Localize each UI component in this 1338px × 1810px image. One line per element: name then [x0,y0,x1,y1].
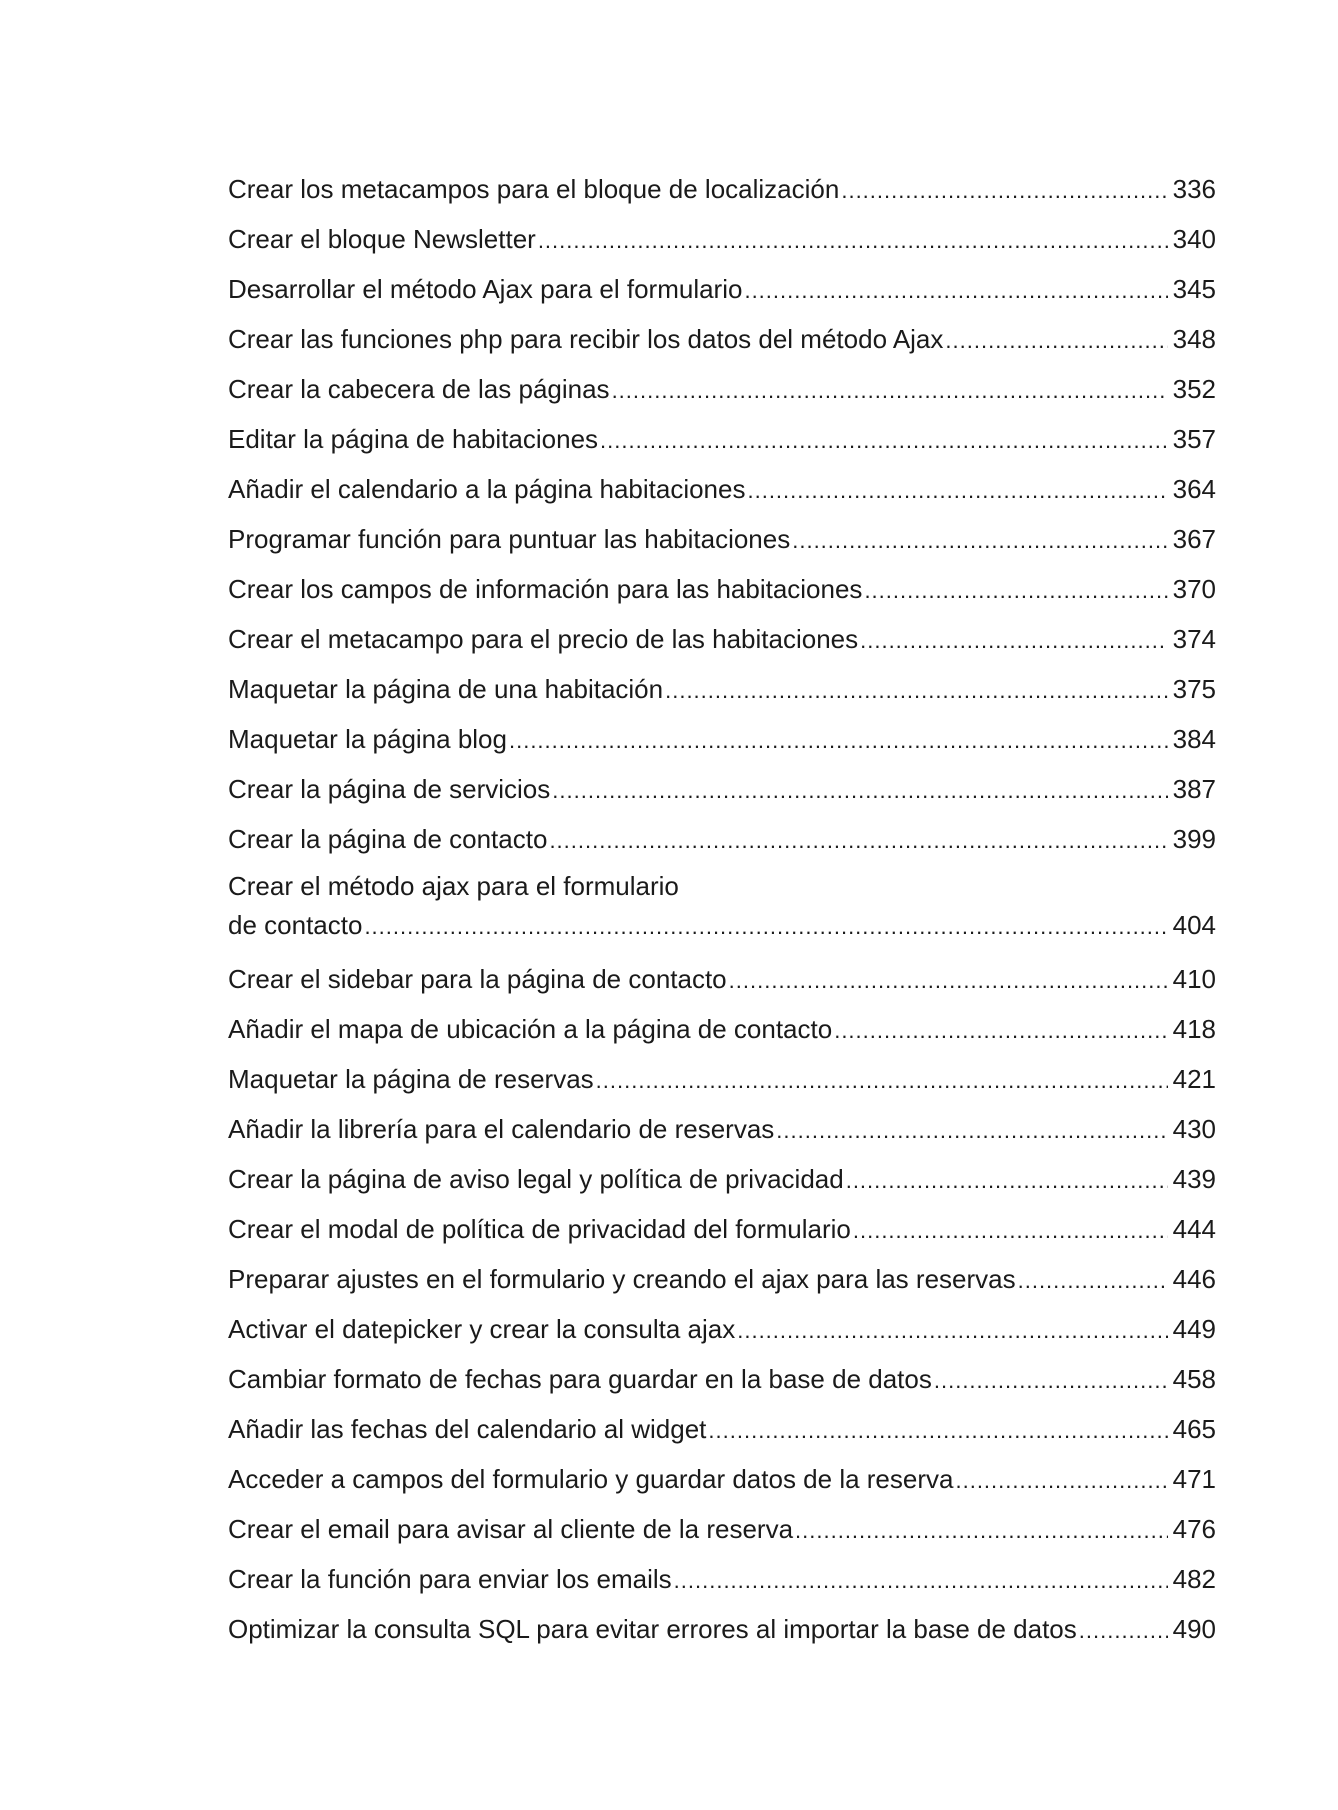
toc-entry-title: Crear el bloque Newsletter [228,224,536,254]
toc-entry-page: 399 [1172,824,1216,854]
dot-leader [834,1006,1168,1056]
dot-leader [934,1356,1168,1406]
toc-entry-page: 465 [1172,1414,1216,1444]
toc-entry[interactable] [228,614,1216,664]
toc-entry[interactable] [228,868,1216,954]
toc-entry[interactable] [228,364,1216,414]
toc-entry-title: Desarrollar el método Ajax para el formulario [228,274,743,304]
dot-leader [729,956,1168,1006]
dot-leader [1018,1256,1168,1306]
dot-leader [665,666,1168,716]
toc-entry[interactable] [228,564,1216,614]
dot-leader [846,1156,1168,1206]
toc-entry-page: 387 [1172,774,1216,804]
toc-entry-title: Cambiar formato de fechas para guardar en la base de datos [228,1364,932,1394]
dot-leader [792,516,1168,566]
toc-entry[interactable] [228,1104,1216,1154]
toc-entry-title: Editar la página de habitaciones [228,424,599,454]
toc-entry-title: Añadir el mapa de ubicación a la página de contacto [228,1014,833,1044]
toc-entry[interactable] [228,1354,1216,1404]
toc-entry[interactable] [228,1054,1216,1104]
dot-leader [549,816,1168,866]
dot-leader [708,1406,1168,1456]
toc-entry-page: 439 [1172,1164,1216,1194]
toc-entry[interactable] [228,1404,1216,1454]
toc-entry[interactable] [228,1504,1216,1554]
toc-entry-page: 404 [1172,910,1216,940]
dot-leader [538,216,1168,266]
toc-entry-page: 370 [1172,574,1216,604]
toc-entry-page: 458 [1172,1364,1216,1394]
dot-leader [841,166,1168,216]
dot-leader [600,416,1168,466]
toc-entry[interactable] [228,714,1216,764]
toc-entry-page: 446 [1172,1264,1216,1294]
table-of-contents [228,164,1216,1654]
dot-leader [864,566,1168,616]
toc-entry-title: Crear la página de contacto [228,824,548,854]
toc-entry-page: 476 [1172,1514,1216,1544]
toc-entry[interactable] [228,214,1216,264]
toc-entry-title: Añadir el calendario a la página habitaciones [228,474,746,504]
toc-entry-title: Añadir la librería para el calendario de reservas [228,1114,775,1144]
toc-entry-title: Maquetar la página de reservas [228,1064,594,1094]
toc-entry-page: 444 [1172,1214,1216,1244]
toc-entry[interactable] [228,464,1216,514]
toc-entry-page: 340 [1172,224,1216,254]
toc-entry-title: Crear el email para avisar al cliente de la reserva [228,1514,794,1544]
toc-entry[interactable] [228,1254,1216,1304]
toc-entry-title: Programar función para puntuar las habitaciones [228,524,791,554]
toc-entry-page: 357 [1172,424,1216,454]
toc-entry[interactable] [228,1204,1216,1254]
dot-leader [945,316,1168,366]
toc-entry-title: Preparar ajustes en el formulario y creando el ajax para las reservas [228,1264,1016,1294]
toc-entry[interactable] [228,1154,1216,1204]
toc-entry-title: Maquetar la página de una habitación [228,674,664,704]
toc-entry[interactable] [228,814,1216,864]
dot-leader [509,716,1168,766]
toc-entry-title: de contacto [228,910,363,940]
toc-entry-title: Crear el sidebar para la página de contacto [228,964,727,994]
toc-entry-page: 449 [1172,1314,1216,1344]
toc-entry[interactable] [228,164,1216,214]
toc-entry-title: Activar el datepicker y crear la consulta ajax [228,1314,736,1344]
toc-entry[interactable] [228,314,1216,364]
toc-entry-page: 345 [1172,274,1216,304]
toc-entry[interactable] [228,414,1216,464]
toc-entry-page: 375 [1172,674,1216,704]
toc-entry-page: 430 [1172,1114,1216,1144]
toc-entry[interactable] [228,1554,1216,1604]
toc-entry[interactable] [228,954,1216,1004]
toc-entry-page: 384 [1172,724,1216,754]
toc-entry-page: 348 [1172,324,1216,354]
toc-entry[interactable] [228,1604,1216,1654]
toc-entry[interactable] [228,1454,1216,1504]
toc-entry-page: 482 [1172,1564,1216,1594]
toc-entry[interactable] [228,1304,1216,1354]
dot-leader [860,616,1168,666]
dot-leader [795,1506,1168,1556]
toc-entry-page: 352 [1172,374,1216,404]
toc-entry-page: 374 [1172,624,1216,654]
dot-leader [776,1106,1168,1156]
toc-entry-title: Crear la página de servicios [228,774,551,804]
toc-entry[interactable] [228,514,1216,564]
toc-entry-title: Crear la cabecera de las páginas [228,374,610,404]
toc-entry-page: 418 [1172,1014,1216,1044]
dot-leader [744,266,1168,316]
dot-leader [955,1456,1168,1506]
toc-entry-page: 367 [1172,524,1216,554]
toc-entry-page: 421 [1172,1064,1216,1094]
toc-entry-title: Acceder a campos del formulario y guardar datos de la reserva [228,1464,954,1494]
toc-entry[interactable] [228,664,1216,714]
toc-entry-title: Crear el metacampo para el precio de las habitaciones [228,624,859,654]
dot-leader [1079,1606,1168,1656]
dot-leader [674,1556,1168,1606]
toc-entry-title: Crear la función para enviar los emails [228,1564,672,1594]
toc-entry-title: Crear los campos de información para las habitaciones [228,574,863,604]
dot-leader [552,766,1168,816]
dot-leader [364,906,1168,948]
dot-leader [853,1206,1168,1256]
toc-entry-page: 490 [1172,1614,1216,1644]
toc-entry[interactable] [228,764,1216,814]
toc-entry-title: Crear el modal de política de privacidad del formulario [228,1214,851,1244]
toc-entry-title-line1: Crear el método ajax para el formulario [228,871,679,901]
toc-entry-title: Crear la página de aviso legal y política de privacidad [228,1164,844,1194]
toc-entry-title: Crear los metacampos para el bloque de localización [228,174,840,204]
dot-leader [612,366,1168,416]
dot-leader [737,1306,1168,1356]
toc-entry[interactable] [228,264,1216,314]
toc-entry-page: 471 [1172,1464,1216,1494]
toc-entry-page: 336 [1172,174,1216,204]
toc-entry-page: 410 [1172,964,1216,994]
toc-entry-title: Añadir las fechas del calendario al widget [228,1414,707,1444]
toc-entry-page: 364 [1172,474,1216,504]
toc-entry-title: Optimizar la consulta SQL para evitar errores al importar la base de datos [228,1614,1077,1644]
toc-entry-title: Maquetar la página blog [228,724,507,754]
dot-leader [596,1056,1168,1106]
toc-entry-title: Crear las funciones php para recibir los datos del método Ajax [228,324,944,354]
toc-entry[interactable] [228,1004,1216,1054]
dot-leader [747,466,1168,516]
